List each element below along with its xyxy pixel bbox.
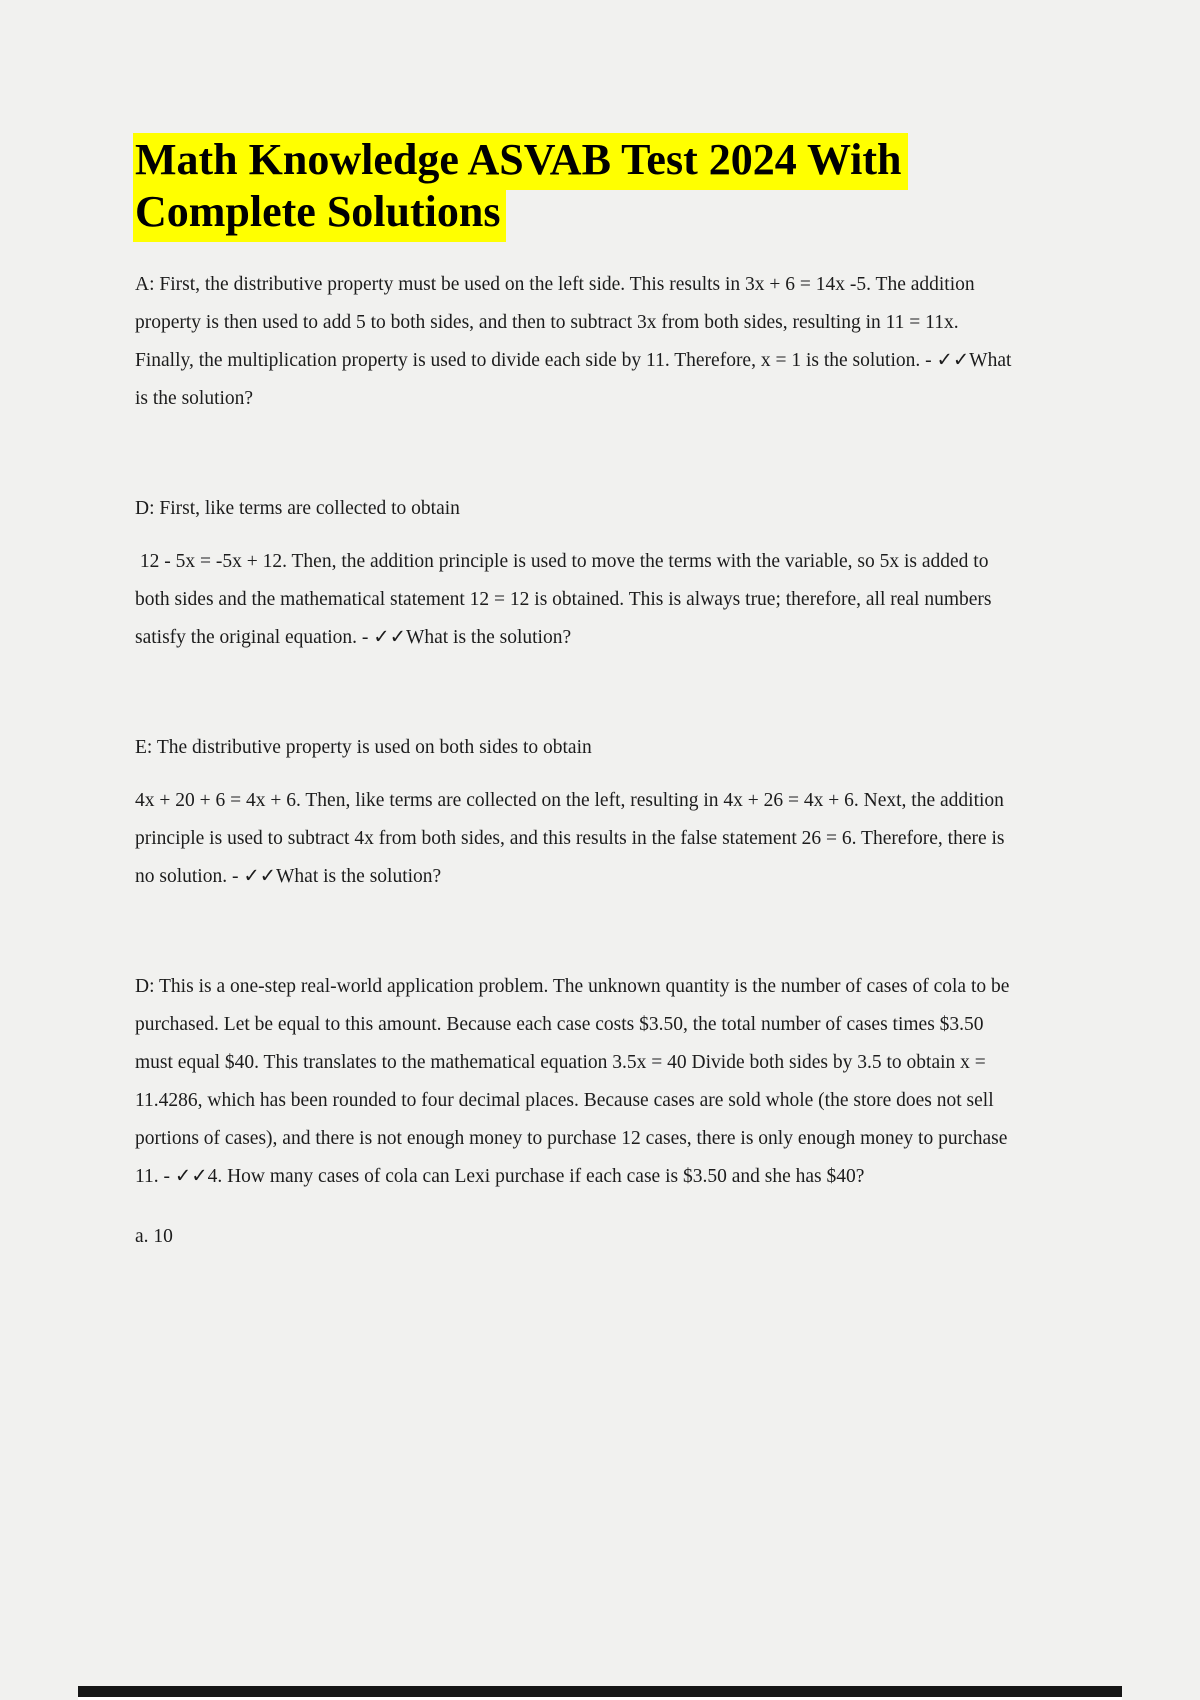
paragraph-solution-d-body: 12 - 5x = -5x + 12. Then, the addition principle is used to move the terms with the variable, so 5x is added to both sides and the mathematical statement 12 = 12 is obtained. This is always true; therefore, all real numbers satisfy the original equation. - ✓✓What is the solution? [135,551,997,648]
next-page-top-edge [78,1686,1122,1697]
title-highlight: Math Knowledge ASVAB Test 2024 With Complete Solutions [133,133,908,242]
paragraph-solution-e-body: 4x + 20 + 6 = 4x + 6. Then, like terms are collected on the left, resulting in 4x + 26 = 4x + 6. Next, the addition principle is used to subtract 4x from both sides, and this results in the false statement 26 = 6. Therefore, there is no solution. - ✓✓What is the solution? [135,790,1010,887]
document-title [135,134,1055,238]
paragraph-solution-e-intro: E: The distributive property is used on both sides to obtain [135,737,592,758]
paragraph-solution-cola: D: This is a one-step real-world application problem. The unknown quantity is the number of cases of cola to be purchased. Let be equal to this amount. Because each case costs $3.50, the total number of cases times $3.50 must equal $40. This translates to the mathematical equation 3.5x = 40 Divide both sides by 3.5 to obtain x = 11.4286, which has been rounded to four decimal places. Because cases are sold whole (the store does not sell portions of cases), and there is not enough money to purchase 12 cases, there is only enough money to purchase 11. - ✓✓4. How many cases of cola can Lexi purchase if each case is $3.50 and she has $40? [135,976,1015,1187]
document-content [135,134,1015,1271]
paragraph-solution-d-intro: D: First, like terms are collected to obtain [135,498,460,519]
paragraph-answer-option: a. 10 [135,1226,173,1247]
paragraph-solution-a: A: First, the distributive property must be used on the left side. This results in 3x + 6 = 14x -5. The addition property is then used to add 5 to both sides, and then to subtract 3x from both sides, resulting in 11 = 11x. Finally, the multiplication property is used to divide each side by 11. Therefore, x = 1 is the solution. - ✓✓What is the solution? [135,274,1017,409]
